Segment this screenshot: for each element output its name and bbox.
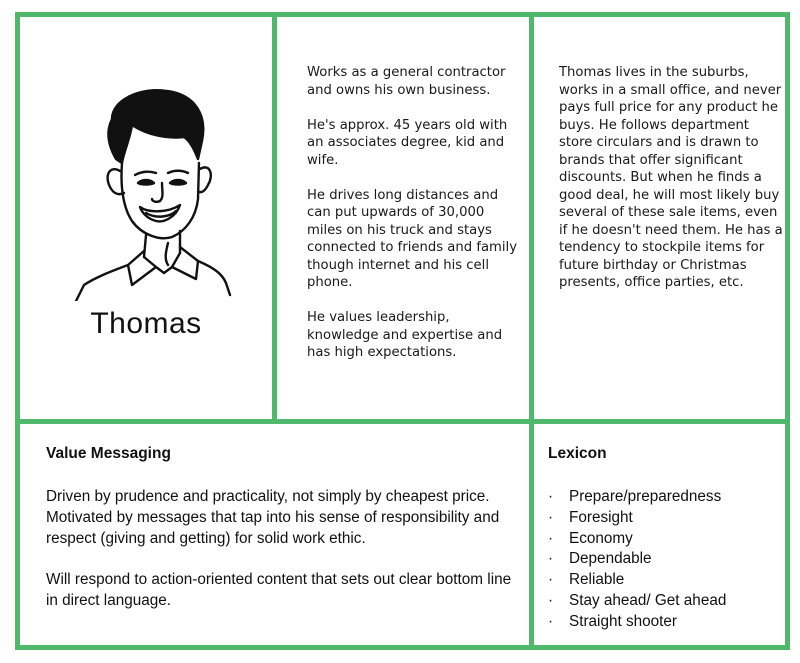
lexicon-item — [548, 487, 726, 508]
lexicon-item-label: Reliable — [569, 571, 625, 589]
bullet-icon: · — [548, 488, 554, 505]
lexicon-card — [529, 419, 790, 650]
lexicon-item — [548, 612, 726, 633]
lexicon-item — [548, 549, 726, 570]
man-portrait-icon — [72, 79, 232, 301]
lexicon-item-label: Dependable — [569, 550, 652, 568]
persona-behavior-card — [529, 12, 790, 424]
value-paragraph: Driven by prudence and practicality, not simply by cheapest price. Motivated by messages that tap into his sense of responsibility and respect (giving and getting) for solid work ethic. — [46, 488, 500, 547]
bullet-icon: · — [548, 550, 554, 568]
value-messaging-body — [46, 487, 516, 633]
bio-paragraph: He values leadership, knowledge and expertise and has high expectations. — [307, 310, 503, 360]
persona-photo-card — [15, 12, 277, 424]
bio-paragraph: He drives long distances and can put upwards of 30,000 miles on his truck and stays connected to friends and family though internet and his cell phone. — [307, 187, 518, 290]
lexicon-item — [548, 508, 726, 529]
persona-bio-card — [272, 12, 534, 424]
lexicon-item — [548, 570, 726, 591]
bio-paragraph: He's approx. 45 years old with an associates degree, kid and wife. — [307, 117, 508, 168]
lexicon-item — [548, 591, 726, 612]
behavior-text — [559, 64, 784, 309]
lexicon-item-label: Prepare/preparedness — [569, 488, 722, 505]
bullet-icon: · — [548, 612, 554, 630]
persona-name: Thomas — [90, 307, 202, 340]
bullet-icon: · — [548, 508, 554, 526]
lexicon-list — [548, 487, 726, 633]
lexicon-item-label: Economy — [569, 529, 633, 547]
value-messaging-title: Value Messaging — [46, 445, 171, 462]
lexicon-item-label: Straight shooter — [569, 612, 677, 630]
value-paragraph: Will respond to action-oriented content that sets out clear bottom line in direct language. — [46, 571, 512, 609]
lexicon-item-label: Foresight — [569, 508, 633, 526]
bullet-icon: · — [548, 591, 554, 609]
lexicon-item — [548, 529, 726, 550]
lexicon-item-label: Stay ahead/ Get ahead — [569, 591, 727, 609]
value-messaging-card — [15, 419, 534, 650]
lexicon-title: Lexicon — [548, 445, 607, 462]
bio-text — [307, 64, 517, 379]
bullet-icon: · — [548, 529, 554, 547]
bullet-icon: · — [548, 571, 554, 589]
bio-paragraph: Works as a general contractor and owns his own business. — [307, 65, 506, 98]
behavior-paragraph: Thomas lives in the suburbs, works in a small office, and never pays full price for any product he buys. He follows department store circulars and is drawn to brands that offer significant discounts. But when he finds a good deal, he will most likely buy several of these sale items, even if he doesn't need them. He has a tendency to stockpile items for future birthday or Christmas presents, office parties, etc. — [559, 65, 783, 290]
